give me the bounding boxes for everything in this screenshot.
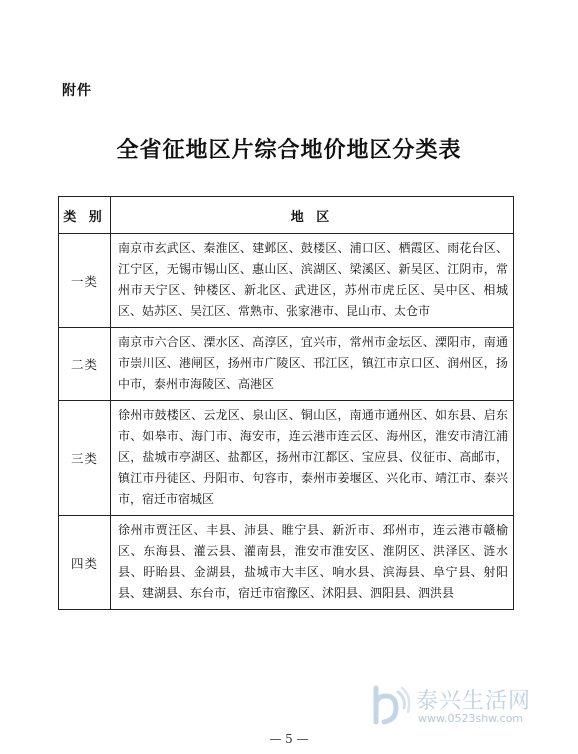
category-cell: 一类 [59,234,111,328]
areas-cell: 徐州市鼓楼区、云龙区、泉山区、铜山区，南通市通州区、如东县、启东市、如皋市、海门市、海安市，连云港市连云区、海州区，淮安市清江浦区，盐城市亭湖区、盐都区，扬州市江都区、宝应县、仪征市、高邮市，镇江市丹徒区、丹阳市、句容市，泰州市姜堰区、兴化市、靖江市、泰兴市，宿迁市宿城区 [111,401,514,516]
table-header-row [59,197,514,234]
areas-cell: 徐州市贾汪区、丰县、沛县、睢宁县、新沂市、邳州市，连云港市赣榆区、东海县、灌云县、灌南县，淮安市淮安区、淮阴区、洪泽区、涟水县、盱眙县、金湖县，盐城市大丰区、响水县、滨海县、阜宁县、射阳县、建湖县、东台市，宿迁市宿豫区、沭阳县、泗阳县、泗洪县 [111,516,514,610]
site-logo-icon [368,684,412,732]
areas-cell: 南京市六合区、溧水区、高淳区，宜兴市，常州市金坛区、溧阳市，南通市崇川区、港闸区，扬州市广陵区、邗江区，镇江市京口区、润州区，扬中市，泰州市海陵区、高港区 [111,328,514,401]
table-row [59,234,514,328]
category-cell: 三类 [59,401,111,516]
table-row [59,516,514,610]
page-number: — 5 — [269,732,309,746]
watermark-site-name: 泰兴生活网 [416,689,532,714]
document-title: 全省征地区片综合地价地区分类表 [116,137,462,163]
watermark-url: www.0523shw.com [418,712,524,725]
areas-cell: 南京市玄武区、秦淮区、建邺区、鼓楼区、浦口区、栖霞区、雨花台区、江宁区，无锡市锡山区、惠山区、滨湖区、梁溪区、新吴区、江阴市，常州市天宁区、钟楼区、新北区、武进区，苏州市虎丘区、吴中区、相城区、姑苏区、吴江区、常熟市、张家港市、昆山市、太仓市 [111,234,514,328]
table-row [59,401,514,516]
header-category: 类 别 [59,197,111,234]
category-cell: 二类 [59,328,111,401]
header-areas: 地 区 [111,197,514,234]
attachment-label: 附件 [62,83,92,99]
table-row [59,328,514,401]
category-cell: 四类 [59,516,111,610]
watermark [368,682,558,730]
region-classification-table [58,196,514,610]
